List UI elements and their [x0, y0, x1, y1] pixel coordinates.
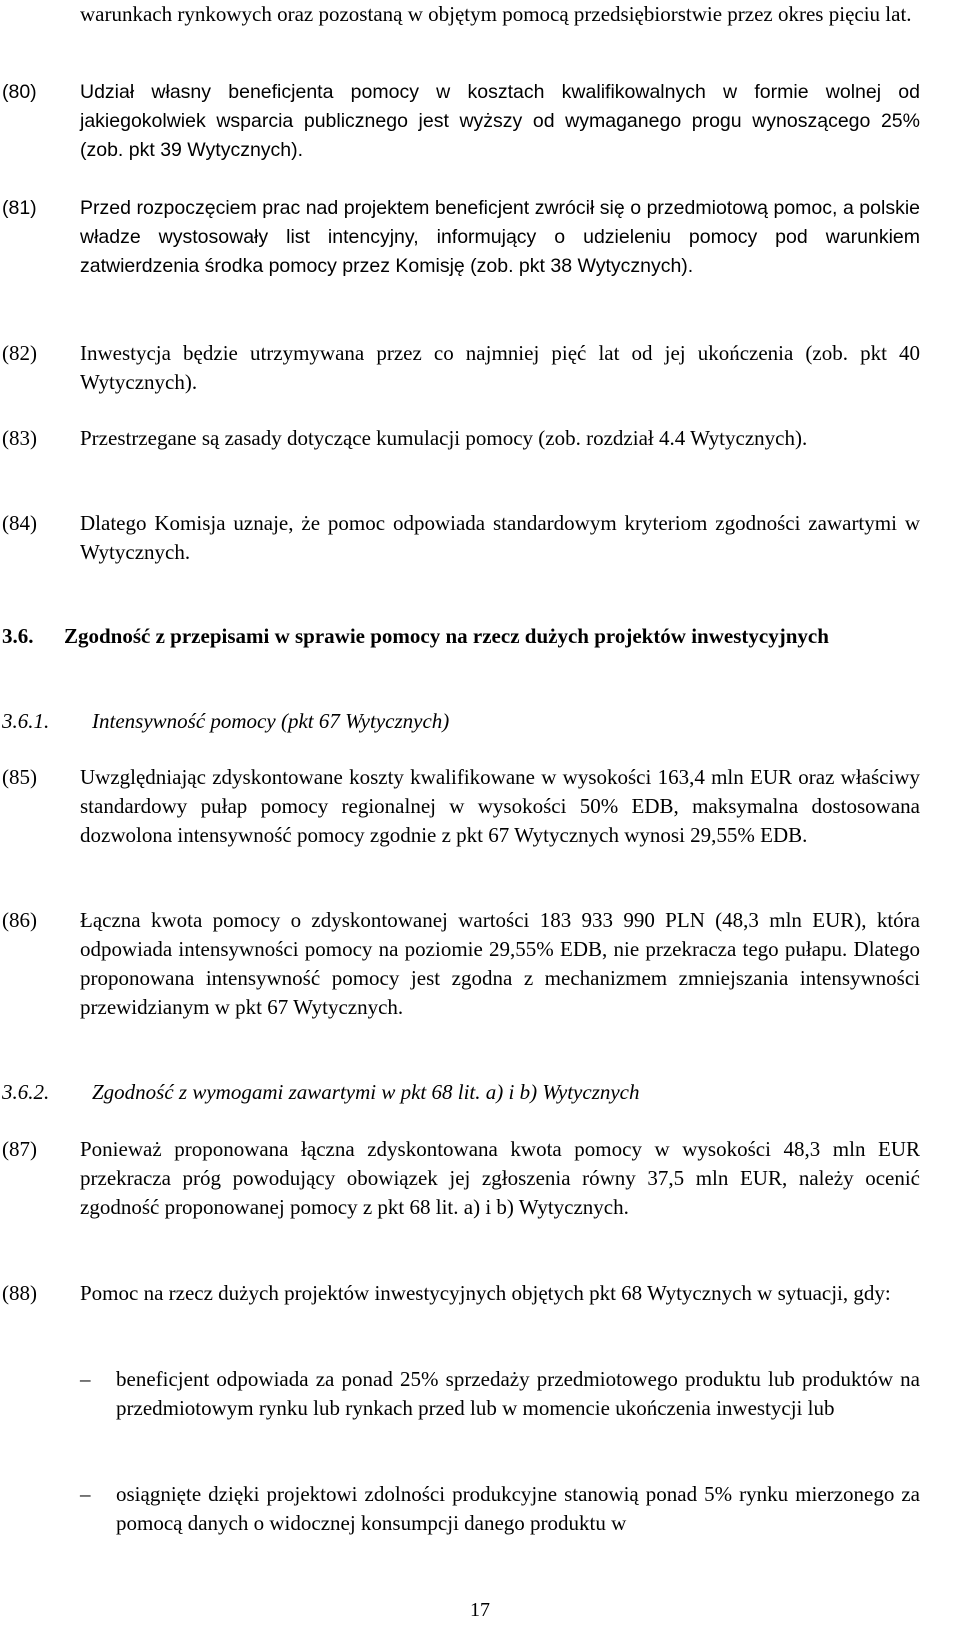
paragraph-text: Inwestycja będzie utrzymywana przez co najmniej pięć lat od jej ukończenia (zob. pkt 40 Wytycznych). [80, 341, 920, 394]
paragraph-text: Udział własny beneficjenta pomocy w kosztach kwalifikowalnych w formie wolnej od jakiegokolwiek wsparcia publicznego jest wyższy od wymaganego progu wynoszącego 25% (zob. pkt 39 Wytycznych). [80, 81, 920, 161]
paragraph-text: Przestrzegane są zasady dotyczące kumulacji pomocy (zob. rozdział 4.4 Wytycznych). [80, 426, 808, 450]
subsection-number: 3.6.1. [2, 709, 50, 733]
paragraph-number: (87) [2, 1137, 37, 1161]
paragraph-number: (81) [2, 197, 37, 219]
bullet-text: osiągnięte dzięki projektowi zdolności produkcyjne stanowią ponad 5% rynku mierzonego za pomocą danych o widocznej konsumpcji danego produktu w [116, 1482, 920, 1535]
paragraph-number: (83) [2, 426, 37, 450]
paragraph-text: Łączna kwota pomocy o zdyskontowanej wartości 183 933 990 PLN (48,3 mln EUR), która odpowiada intensywności pomocy na poziomie 29,55% EDB, nie przekracza tego pułapu. Dlatego proponowana intensywność pomocy jest zgodna z mechanizmem zmniejszania intensywności przewidzianym w pkt 67 Wytycznych. [80, 908, 920, 1019]
paragraph-text: Przed rozpoczęciem prac nad projektem beneficjent zwrócił się o przedmiotową pomoc, a polskie władze wystosowały list intencyjny, informujący o udzieleniu pomocy pod warunkiem zatwierdzenia środka pomocy przez Komisję (zob. pkt 38 Wytycznych). [80, 197, 920, 277]
section-title: Zgodność z przepisami w sprawie pomocy na rzecz dużych projektów inwestycyjnych [64, 624, 829, 648]
paragraph-text: Pomoc na rzecz dużych projektów inwestycyjnych objętych pkt 68 Wytycznych w sytuacji, gdy: [80, 1281, 891, 1305]
dash-bullet-icon: – [80, 1367, 91, 1391]
paragraph-text: Dlatego Komisja uznaje, że pomoc odpowiada standardowym kryteriom zgodności zawartymi w Wytycznych. [80, 511, 920, 564]
paragraph-text: Ponieważ proponowana łączna zdyskontowana kwota pomocy w wysokości 48,3 mln EUR przekracza próg powodujący obowiązek jej zgłoszenia równy 37,5 mln EUR, należy ocenić zgodność proponowanej pomocy z pkt 68 lit. a) i b) Wytycznych. [80, 1137, 920, 1219]
paragraph-number: (85) [2, 765, 37, 789]
bullet-text: beneficjent odpowiada za ponad 25% sprzedaży przedmiotowego produktu lub produktów na przedmiotowym rynku lub rynkach przed lub w momencie ukończenia inwestycji lub [116, 1367, 920, 1420]
paragraph-number: (80) [2, 81, 37, 103]
paragraph-number: (84) [2, 511, 37, 535]
section-number: 3.6. [2, 624, 34, 648]
paragraph-text: warunkach rynkowych oraz pozostaną w objętym pomocą przedsiębiorstwie przez okres pięciu lat. [80, 2, 912, 26]
dash-bullet-icon: – [80, 1482, 91, 1506]
paragraph-number: (88) [2, 1281, 37, 1305]
subsection-number: 3.6.2. [2, 1080, 50, 1104]
subsection-title: Zgodność z wymogami zawartymi w pkt 68 lit. a) i b) Wytycznych [92, 1080, 640, 1104]
paragraph-text: Uwzględniając zdyskontowane koszty kwalifikowane w wysokości 163,4 mln EUR oraz właściwy standardowy pułap pomocy regionalnej w wysokości 50% EDB, maksymalna dostosowana dozwolona intensywność pomocy zgodnie z pkt 67 Wytycznych wynosi 29,55% EDB. [80, 765, 920, 847]
paragraph-number: (86) [2, 908, 37, 932]
subsection-title: Intensywność pomocy (pkt 67 Wytycznych) [92, 709, 450, 733]
paragraph-number: (82) [2, 341, 37, 365]
page-number: 17 [470, 1599, 490, 1621]
